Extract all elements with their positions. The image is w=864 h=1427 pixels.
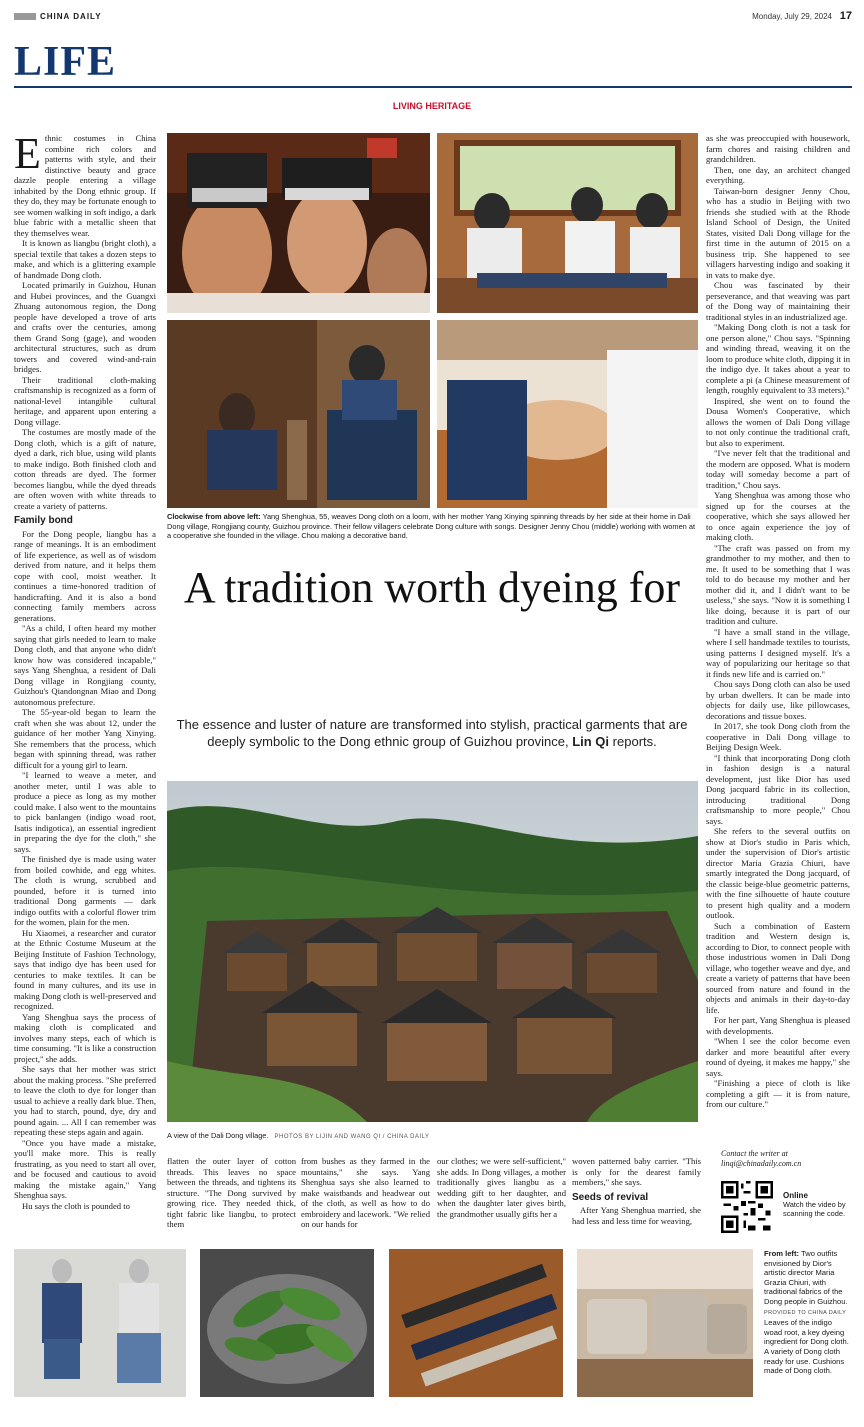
subhead-family-bond: Family bond [14,515,73,526]
newspaper-logo-icon [14,13,36,20]
paragraph: Yang Shenghua was among those who signed up for the courses at the cooperative, which she says allowed her to once again experience the joy of making cloth. [706,490,850,542]
photo-villagers-singing [167,133,430,313]
paragraph: thnic costumes in China combine rich colors and patterns with style, and their distinctive beauty and grace dazzle people entering a village inhabited by the Dong ethnic group. If they do, they may be fortunate enough to see women walking in soft indigo, a dark blue fabric with a metallic sheen that they themselves wear. [14,133,156,238]
top-photo-caption [167,512,698,541]
paragraph: In 2017, she took Dong cloth from the cooperative in Dali Dong village to Beijing Design Week. [706,721,850,752]
caption-text: Yang Shenghua, 55, weaves Dong cloth on a loom, with her mother Yang Xinying spinning threads by her side at their home in Dali Dong village, Rongjiang county, Guizhou province. Their fellow villagers celebrate Dong culture with songs. Designer Jenny Chou (middle) working with women at a cooperative she founded in the village. Chou making a decorative band. [167,512,696,540]
caption-text: Two outfits envisioned by Dior's artistic director Maria Grazia Chiuri, with traditional fabrics of the Dong people in Guizhou. [764,1249,848,1306]
article-bottom-column-2 [301,1156,430,1238]
deck-text: The essence and luster of nature are transformed into stylish, practical garments that are deeply symbolic to the Dong ethnic group of Guizhou province, [176,717,688,749]
photo-credit: PROVIDED TO CHINA DAILY [764,1309,847,1316]
paragraph: Located primarily in Guizhou, Hunan and Hubei provinces, and the Guangxi Zhuang autonomous region, the Dong people have developed a trove of arts and crafts over the centuries, among them Grand Song (gage), and wooden architectural structures, such as drum towers and covered wind-and-rain bridges. [14,280,156,374]
kicker: LIVING HERITAGE [392,101,472,111]
deck [176,716,688,750]
paragraph: The 55-year-old began to learn the craft when she was about 12, under the guidance of her mother Yang Xinying. She remembers that the process, which began with spinning thread, was rather difficult for a young girl to learn. [14,707,156,770]
subhead-seeds-of-revival: Seeds of revival [572,1191,649,1203]
paragraph: Chou says Dong cloth can also be used by urban dwellers. It can be made into objects for daily use, like pillowcases, decorations and tissue boxes. [706,679,850,721]
paragraph: Then, one day, an architect changed everything. [706,164,850,185]
article-column-1 [14,133,156,1238]
contact-email[interactable]: linqi@chinadaily.com.cn [721,1159,802,1168]
section-title: LIFE [14,39,117,85]
photo-making-band [437,320,698,508]
paragraph: Hu Xiaomei, a researcher and curator at the Ethnic Costume Museum at the Beijing Institute of Fashion Technology, says that indigo dye has been used for centuries to make textiles. It can be found in many cultures, and its use in making Dong cloth is well-preserved and recognized. [14,927,156,1011]
main-photo-caption [167,1131,698,1143]
article-bottom-column-1 [167,1156,296,1238]
paragraph: Their traditional cloth-making craftsmanship is recognized as a form of national-level intangible cultural heritage, and apparent upon entering a Dong village. [14,374,156,427]
caption-lead: Clockwise from above left: [167,512,261,521]
article-column-6 [706,133,850,1243]
paragraph: For the Dong people, liangbu has a range of meanings. It is an embodiment of life experience, as well as of wisdom derived from nature, and it helps them cope with cool, moist weather. It continues a time-honored tradition of handicrafting. And it is also a bond connecting family members across generations. [14,528,156,623]
deck-author: Lin Qi [572,734,610,749]
page-number: 17 [839,10,852,22]
photo-credit: PHOTOS BY LIJIN AND WANG QI / CHINA DAILY [274,1134,430,1140]
paragraph: "I think that incorporating Dong cloth in fashion design is a natural development, just like Dior has used Dong jacquard fabric in its collection, introducing traditional Dong craftsmanship to more people," Chou says. [706,752,850,826]
paragraph: It is known as liangbu (bright cloth), a special textile that takes a dozen steps to make, and which is a glittering example of handmade Dong cloth. [14,238,156,280]
paragraph: "Once you have made a mistake, you'll make more. This is really frustrating, as you need to start all over, and be focused and cautious to avoid making the mistake again," Yang Shenghua says. [14,1137,156,1200]
paragraph: "As a child, I often heard my mother saying that girls needed to learn to make Dong cloth, and that anyone who didn't know how was considered incapable," says Yang Shenghua, a resident of Dali Dong village in Rongjiang county, Guizhou's Qiandongnan Miao and Dong autonomous prefecture. [14,623,156,707]
issue-date: Monday, July 29, 2024 [752,12,832,21]
photo-indigo-leaves [200,1249,374,1397]
brand-name: CHINA DAILY [40,12,102,21]
paragraph: our clothes; we were self-sufficient," she adds. In Dong villages, a mother traditionally gives liangbu as a wedding gift to her daughter, and when the daughter later gives birth, the grandmother usually gifts her a [437,1156,566,1219]
paragraph: Hu says the cloth is pounded to [22,1200,130,1211]
caption-text: Leaves of the indigo woad root, a key dyeing ingredient for Dong cloth. A variety of Dong cloth ready for use. Cushions made of Dong cloth. [764,1318,849,1376]
paragraph: Yang Shenghua says the process of making cloth is complicated and involves many steps, each of which is time consuming. "It is like a construction project," she adds. [14,1011,156,1064]
bottom-photo-caption [764,1249,852,1376]
paragraph: Taiwan-born designer Jenny Chou, who has a studio in Beijing with two friends she studied with at the Rhode Island School of Design, the United States, visited Dali Dong village for the first time in the autumn of 2015 on a business trip. She happened to see villagers harvesting indigo and soaking it in vats to make dye. [706,185,850,280]
section-rule [14,86,852,88]
qr-text: Watch the video by scanning the code. [783,1200,846,1218]
paragraph: Chou was fascinated by their perseverance, and that weaving was part of the Dong way of maintaining their traditional styles in an industrialized age. [706,280,850,322]
paragraph: The costumes are mostly made of the Dong cloth, which is a gift of nature, dyed a dark, rich blue, using wild plants to make indigo. Both finished cloth and cotton threads are dyed. The former becomes liangbu, while the dyed threads are often woven with white threads to create a variety of patterns. [14,427,156,511]
paragraph: flatten the outer layer of cotton threads. This leaves no space between the threads, and tightens its structure. "The Dong survived by growing rice. They needed thick, tight fabric like liangbu, to protect them [167,1156,296,1229]
qr-caption [783,1191,851,1218]
photo-weaving-loom [167,320,430,508]
photo-dong-cloth-rolls [389,1249,563,1397]
paragraph: from bushes as they farmed in the mountains," she says. Yang Shenghua says she also learned to make waistbands and headwear out of the cloth, as well as how to do embroidery and lacework. "We relied on our hands for [301,1156,430,1229]
paragraph: "When I see the color become even darker and more beautiful after every round of dyeing, it makes me happy," she says. [706,1036,850,1078]
paragraph: The finished dye is made using water from boiled cowhide, and egg whites. The cloth is wrung, scrubbed and pounded, before it is turned into traditional Dong garments — dark indigo outfits with a colorful flower trim for the women, plain for the men. [14,854,156,927]
paragraph: For her part, Yang Shenghua is pleased with developments. [706,1015,850,1036]
paragraph: "I've never felt that the traditional and the modern are opposed. What is modern today will someday become a part of tradition," Chou says. [706,448,850,490]
photo-cooperative-workshop [437,133,698,313]
paragraph: After Yang Shenghua married, she had less and less time for weaving, [572,1205,701,1226]
paragraph: "Finishing a piece of cloth is like completing a gift — it is from nature, from our culture." [706,1078,850,1109]
main-caption-text: A view of the Dali Dong village. [167,1131,269,1140]
photo-dior-outfits [14,1249,186,1397]
qr-code[interactable] [721,1181,773,1233]
article-bottom-column-3 [437,1156,566,1238]
headline: A tradition worth dyeing for [183,563,681,612]
paragraph: woven patterned baby carrier. "This is only for the dearest family members," she says. [572,1156,701,1187]
photo-dali-dong-village [167,781,698,1122]
deck-tail: reports. [612,734,657,749]
qr-title: Online [783,1191,808,1200]
paragraph: "I learned to weave a meter, and another meter, until I was able to produce a piece as long as my mother could make. I also went to the mountains to pick banlangen (indigo woad root, Isatis indigotica), an essential ingredient in preparing the dye for the cloth," she says. [14,770,156,854]
caption-lead: From left: [764,1249,800,1258]
paragraph: as she was preoccupied with housework, farm chores and raising children and grandchildren. [706,133,850,164]
paragraph: She refers to the several outfits on show at Dior's studio in Paris which, under the supervision of Dior's artistic director Maria Grazia Chiuri, have smartly integrated the Dong jacquard, of the classic beige-blue geometric patterns, with the fine silhouette of haute couture to present high quality and a modern outlook. [706,826,850,920]
paragraph: Such a combination of Eastern tradition and Western design is, according to Dior, to connect people with those industrious women in Dali Dong village, who together weave and dye, and create a variety of patterns that have been sourced from nature and found in the objects and animals in their day-to-day life. [706,920,850,1015]
paragraph: "Making Dong cloth is not a task for one person alone," Chou says. "Spinning and winding thread, weaving it on the loom to produce white cloth, dipping it in the indigo dye. It takes about a year to complete a pi (a Chinese measurement of length, roughly equivalent to 33 meters)." [706,322,850,395]
paragraph: She says that her mother was strict about the making process. "She preferred to leave the cloth to dye for longer than usual to achieve a really dark blue. Then, you had to starch, pound, dye, dry and pound again. ... All I can remember was repeating these steps again and again. [14,1064,156,1137]
paragraph: Inspired, she went on to found the Dousa Women's Cooperative, which allows the women of Dali Dong village to not only continue the traditional craft, but also to experiment. [706,395,850,448]
paragraph: "I have a small stand in the village, where I sell handmade textiles to tourists, using patterns I designed myself. It's a way of popularizing our heritage so that it finds new life and is carried on." [706,626,850,679]
brand [14,12,102,21]
photo-cushions [577,1249,753,1397]
writer-contact [721,1149,850,1169]
article-bottom-column-4 [572,1156,701,1238]
masthead [14,10,852,26]
dropcap: E [14,133,41,178]
paragraph: "The craft was passed on from my grandmother to my mother, and then to me. It used to be something that I was told to do because my mother and her mother did it, and I didn't want to be useless," she says. "Now it is something I like doing, because it is part of our tradition and culture. [706,542,850,626]
contact-label: Contact the writer at [721,1149,788,1158]
